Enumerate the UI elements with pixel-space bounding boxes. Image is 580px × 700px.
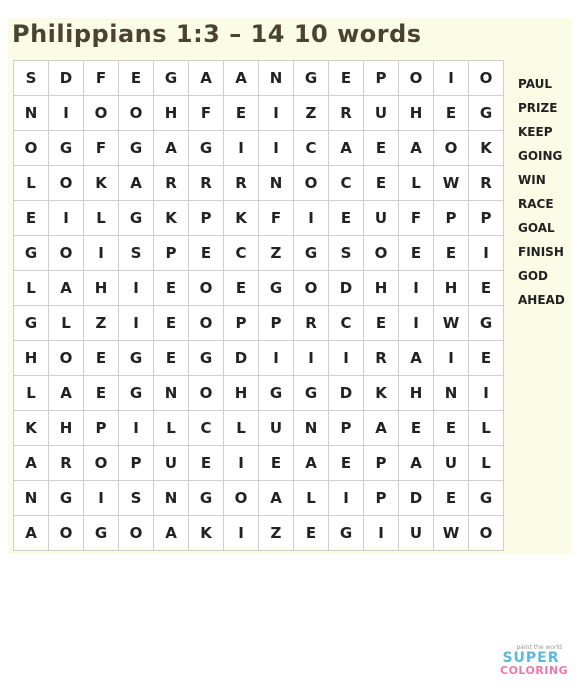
grid-cell[interactable]: E [364, 131, 399, 166]
grid-cell[interactable]: E [329, 201, 364, 236]
grid-cell[interactable]: I [119, 306, 154, 341]
grid-cell[interactable]: I [259, 131, 294, 166]
grid-cell[interactable]: P [364, 446, 399, 481]
grid-cell[interactable]: G [189, 341, 224, 376]
grid-cell[interactable]: E [154, 306, 189, 341]
grid-cell[interactable]: L [294, 481, 329, 516]
grid-cell[interactable]: D [399, 481, 434, 516]
grid-cell[interactable]: O [469, 61, 504, 96]
grid-cell[interactable]: I [49, 96, 84, 131]
grid-cell[interactable]: R [294, 306, 329, 341]
grid-cell[interactable]: A [399, 446, 434, 481]
grid-cell[interactable]: O [84, 446, 119, 481]
grid-cell[interactable]: H [49, 411, 84, 446]
grid-cell[interactable]: K [154, 201, 189, 236]
grid-cell[interactable]: E [469, 341, 504, 376]
grid-cell[interactable]: A [399, 131, 434, 166]
grid-cell[interactable]: G [259, 376, 294, 411]
grid-cell[interactable]: K [14, 411, 49, 446]
grid-cell[interactable]: A [154, 131, 189, 166]
grid-cell[interactable]: U [364, 201, 399, 236]
grid-cell[interactable]: C [329, 166, 364, 201]
grid-cell[interactable]: E [154, 341, 189, 376]
grid-cell[interactable]: P [224, 306, 259, 341]
grid-cell[interactable]: H [14, 341, 49, 376]
grid-cell[interactable]: A [189, 61, 224, 96]
grid-cell[interactable]: H [364, 271, 399, 306]
grid-cell[interactable]: G [294, 236, 329, 271]
word-list-item: AHEAD [518, 293, 565, 307]
grid-cell[interactable]: H [434, 271, 469, 306]
grid-cell[interactable]: P [329, 411, 364, 446]
grid-cell[interactable]: C [224, 236, 259, 271]
word-list-item: PAUL [518, 77, 553, 91]
word-list-item: WIN [518, 173, 546, 187]
grid-cell[interactable]: A [119, 166, 154, 201]
grid-cell[interactable]: G [14, 306, 49, 341]
grid-cell[interactable]: G [469, 96, 504, 131]
grid-cell[interactable]: G [49, 481, 84, 516]
grid-cell[interactable]: P [364, 481, 399, 516]
grid-cell[interactable]: O [224, 481, 259, 516]
grid-cell[interactable]: P [259, 306, 294, 341]
grid-cell[interactable]: I [224, 446, 259, 481]
grid-cell[interactable]: G [189, 131, 224, 166]
grid-cell[interactable]: G [469, 481, 504, 516]
grid-cell[interactable]: U [259, 411, 294, 446]
grid-cell[interactable]: H [399, 376, 434, 411]
grid-cell[interactable]: Z [84, 306, 119, 341]
grid-cell[interactable]: I [294, 201, 329, 236]
grid-cell[interactable]: L [49, 306, 84, 341]
word-list-item: FINISH [518, 245, 564, 259]
grid-cell[interactable]: L [469, 411, 504, 446]
grid-cell[interactable]: F [84, 131, 119, 166]
grid-cell[interactable]: O [434, 131, 469, 166]
word-list-item: GOING [518, 149, 563, 163]
grid-cell[interactable]: H [154, 96, 189, 131]
grid-cell[interactable]: P [469, 201, 504, 236]
logo-line-coloring: COLORING [500, 664, 569, 677]
grid-cell[interactable]: R [469, 166, 504, 201]
grid-cell[interactable]: K [469, 131, 504, 166]
grid-cell[interactable]: H [399, 96, 434, 131]
logo-tagline: paint the world [516, 644, 562, 651]
grid-cell[interactable]: N [259, 61, 294, 96]
grid-cell[interactable]: N [14, 481, 49, 516]
grid-cell[interactable]: H [84, 271, 119, 306]
grid-cell[interactable]: A [294, 446, 329, 481]
grid-cell[interactable]: A [399, 341, 434, 376]
grid-cell[interactable]: C [189, 411, 224, 446]
grid-cell[interactable]: I [259, 96, 294, 131]
grid-cell[interactable]: I [399, 271, 434, 306]
grid-cell[interactable]: A [259, 481, 294, 516]
grid-cell[interactable]: E [434, 236, 469, 271]
grid-cell[interactable]: O [189, 376, 224, 411]
grid-cell[interactable]: P [119, 446, 154, 481]
grid-cell[interactable]: G [329, 516, 364, 551]
grid-cell[interactable]: O [49, 516, 84, 551]
grid-cell[interactable]: I [364, 516, 399, 551]
grid-cell[interactable]: E [259, 446, 294, 481]
grid-cell[interactable]: I [469, 236, 504, 271]
grid-cell[interactable]: G [294, 61, 329, 96]
grid-cell[interactable]: G [84, 516, 119, 551]
grid-cell[interactable]: N [14, 96, 49, 131]
grid-cell[interactable]: I [294, 341, 329, 376]
grid-cell[interactable]: U [399, 516, 434, 551]
grid-cell[interactable]: P [434, 201, 469, 236]
grid-cell[interactable]: E [224, 271, 259, 306]
grid-cell[interactable]: F [259, 201, 294, 236]
grid-cell[interactable]: O [119, 516, 154, 551]
puzzle-panel [8, 18, 572, 554]
grid-cell[interactable]: I [224, 131, 259, 166]
grid-cell[interactable]: D [329, 376, 364, 411]
grid-cell[interactable]: U [434, 446, 469, 481]
word-list-item: GOD [518, 269, 549, 283]
grid-cell[interactable]: E [189, 236, 224, 271]
grid-cell[interactable]: F [399, 201, 434, 236]
grid-cell[interactable]: I [259, 341, 294, 376]
grid-cell[interactable]: E [329, 61, 364, 96]
grid-cell[interactable]: E [224, 96, 259, 131]
grid-cell[interactable]: W [434, 166, 469, 201]
grid-cell[interactable]: G [119, 201, 154, 236]
grid-cell[interactable]: N [154, 376, 189, 411]
grid-cell[interactable]: L [14, 166, 49, 201]
grid-cell[interactable]: K [224, 201, 259, 236]
grid-cell[interactable]: O [49, 166, 84, 201]
grid-cell[interactable]: L [14, 271, 49, 306]
grid-cell[interactable]: I [224, 516, 259, 551]
grid-cell[interactable]: I [119, 271, 154, 306]
word-list-item: PRIZE [518, 101, 558, 115]
word-list-item: GOAL [518, 221, 555, 235]
grid-cell[interactable]: O [49, 341, 84, 376]
grid-cell[interactable]: E [469, 271, 504, 306]
grid-cell[interactable]: S [329, 236, 364, 271]
grid-cell[interactable]: E [364, 306, 399, 341]
grid-cell[interactable]: A [49, 376, 84, 411]
grid-cell[interactable]: E [154, 271, 189, 306]
grid-cell[interactable]: R [49, 446, 84, 481]
grid-cell[interactable]: G [119, 376, 154, 411]
grid-cell[interactable]: Z [259, 236, 294, 271]
grid-cell[interactable]: I [469, 376, 504, 411]
grid-cell[interactable]: E [84, 376, 119, 411]
grid-cell[interactable]: E [329, 446, 364, 481]
logo-line-super: SUPER [502, 650, 560, 666]
super-coloring-logo[interactable] [500, 644, 569, 686]
grid-cell[interactable]: E [434, 411, 469, 446]
puzzle-title: Philippians 1:3 – 14 10 words [12, 20, 422, 48]
grid-cell[interactable]: P [84, 411, 119, 446]
grid-cell[interactable]: I [329, 481, 364, 516]
grid-cell[interactable]: W [434, 516, 469, 551]
grid-cell[interactable]: C [294, 131, 329, 166]
grid-cell[interactable]: L [399, 166, 434, 201]
grid-cell[interactable]: E [364, 166, 399, 201]
grid-cell[interactable]: E [189, 446, 224, 481]
grid-cell[interactable]: O [469, 516, 504, 551]
grid-cell[interactable]: G [154, 61, 189, 96]
grid-cell[interactable]: O [14, 131, 49, 166]
grid-cell[interactable]: N [154, 481, 189, 516]
grid-cell[interactable]: Z [294, 96, 329, 131]
grid-cell[interactable]: A [329, 131, 364, 166]
grid-cell[interactable]: R [364, 341, 399, 376]
grid-cell[interactable]: O [119, 96, 154, 131]
grid-cell[interactable]: D [329, 271, 364, 306]
grid-cell[interactable]: A [14, 516, 49, 551]
grid-cell[interactable]: I [434, 61, 469, 96]
grid-cell[interactable]: I [399, 306, 434, 341]
grid-cell[interactable]: S [119, 481, 154, 516]
grid-cell[interactable]: G [259, 271, 294, 306]
grid-cell[interactable]: A [224, 61, 259, 96]
grid-cell[interactable]: L [14, 376, 49, 411]
grid-cell[interactable]: L [84, 201, 119, 236]
grid-cell[interactable]: A [364, 411, 399, 446]
grid-cell[interactable]: E [119, 61, 154, 96]
grid-cell[interactable]: K [189, 516, 224, 551]
grid-cell[interactable]: F [189, 96, 224, 131]
grid-cell[interactable]: G [14, 236, 49, 271]
grid-cell[interactable]: E [14, 201, 49, 236]
grid-cell[interactable]: O [294, 166, 329, 201]
grid-cell[interactable]: I [329, 341, 364, 376]
word-list-item: RACE [518, 197, 554, 211]
grid-cell[interactable]: I [84, 481, 119, 516]
grid-cell[interactable]: O [84, 96, 119, 131]
grid-cell[interactable]: G [119, 131, 154, 166]
grid-cell[interactable]: G [189, 481, 224, 516]
grid-cell[interactable]: E [434, 481, 469, 516]
word-list-item: KEEP [518, 125, 553, 139]
grid-cell[interactable]: N [434, 376, 469, 411]
grid-cell[interactable]: F [84, 61, 119, 96]
grid-cell[interactable]: A [49, 271, 84, 306]
grid-cell[interactable]: I [119, 411, 154, 446]
grid-cell[interactable]: A [154, 516, 189, 551]
grid-cell[interactable]: U [364, 96, 399, 131]
grid-cell[interactable]: O [189, 271, 224, 306]
grid-cell[interactable]: N [294, 411, 329, 446]
grid-cell[interactable]: U [154, 446, 189, 481]
grid-cell[interactable]: O [294, 271, 329, 306]
grid-cell[interactable]: I [84, 236, 119, 271]
grid-cell[interactable]: O [399, 61, 434, 96]
grid-cell[interactable]: K [84, 166, 119, 201]
grid-cell[interactable]: S [119, 236, 154, 271]
grid-cell[interactable]: G [119, 341, 154, 376]
grid-cell[interactable]: R [224, 166, 259, 201]
grid-cell[interactable]: L [154, 411, 189, 446]
grid-cell[interactable]: G [469, 306, 504, 341]
grid-cell[interactable]: D [49, 61, 84, 96]
grid-cell[interactable]: W [434, 306, 469, 341]
grid-cell[interactable]: P [154, 236, 189, 271]
grid-cell[interactable]: R [189, 166, 224, 201]
grid-cell[interactable]: Z [259, 516, 294, 551]
grid-cell[interactable]: E [294, 516, 329, 551]
grid-cell[interactable]: O [189, 306, 224, 341]
grid-cell[interactable]: I [434, 341, 469, 376]
grid-cell[interactable]: A [14, 446, 49, 481]
grid-cell[interactable]: G [294, 376, 329, 411]
grid-cell[interactable]: N [259, 166, 294, 201]
grid-cell[interactable]: R [329, 96, 364, 131]
grid-cell[interactable]: I [49, 201, 84, 236]
grid-cell[interactable]: P [189, 201, 224, 236]
letter-grid [13, 60, 504, 551]
grid-cell[interactable]: O [364, 236, 399, 271]
grid-cell[interactable]: E [84, 341, 119, 376]
grid-cell[interactable]: E [434, 96, 469, 131]
grid-cell[interactable]: P [364, 61, 399, 96]
grid-cell[interactable]: E [399, 411, 434, 446]
grid-cell[interactable]: S [14, 61, 49, 96]
word-list [518, 72, 565, 312]
grid-cell[interactable]: D [224, 341, 259, 376]
grid-cell[interactable]: L [469, 446, 504, 481]
grid-cell[interactable]: O [49, 236, 84, 271]
grid-cell[interactable]: R [154, 166, 189, 201]
grid-cell[interactable]: L [224, 411, 259, 446]
grid-cell[interactable]: H [224, 376, 259, 411]
grid-cell[interactable]: G [49, 131, 84, 166]
grid-cell[interactable]: E [399, 236, 434, 271]
grid-cell[interactable]: K [364, 376, 399, 411]
grid-cell[interactable]: C [329, 306, 364, 341]
